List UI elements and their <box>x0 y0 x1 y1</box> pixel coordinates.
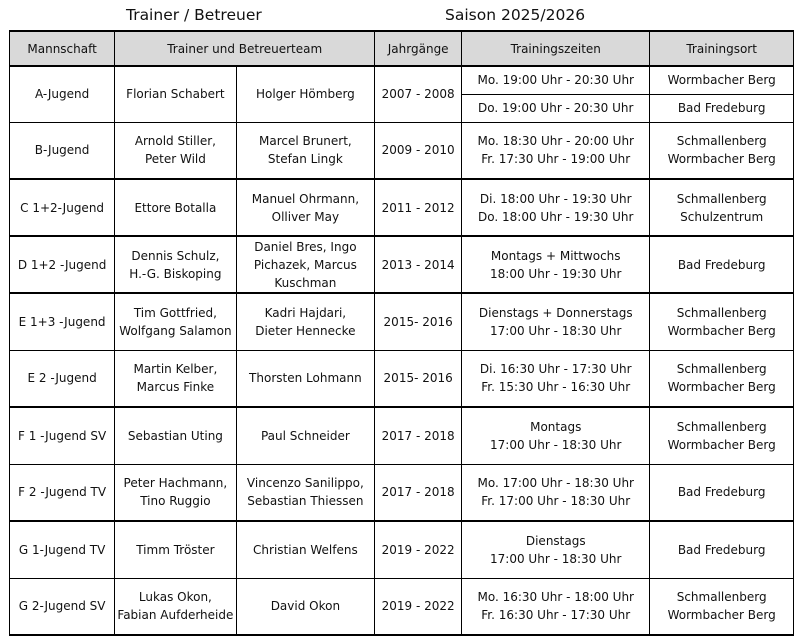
time-line: 17:00 Uhr - 18:30 Uhr <box>490 437 622 452</box>
times-cell <box>462 578 650 635</box>
team-cell: G 1-Jugend TV <box>10 521 115 578</box>
location-cell <box>650 350 794 407</box>
trainer-cell <box>115 407 236 464</box>
team-cell: E 1+3 -Jugend <box>10 293 115 350</box>
time-line: Mo. 17:00 Uhr - 18:30 Uhr <box>477 476 634 491</box>
column-header-years: Jahrgänge <box>375 31 462 66</box>
trainer-line: Timm Tröster <box>136 542 215 557</box>
time-line: Mo. 16:30 Uhr - 18:00 Uhr <box>477 590 634 605</box>
trainer-cell <box>115 179 236 236</box>
location-line: Schmallenberg <box>676 362 767 377</box>
location-line: Wormbacher Berg <box>667 152 776 167</box>
trainer-cell <box>115 350 236 407</box>
team-cell: G 2-Jugend SV <box>10 578 115 635</box>
location-cell: Wormbacher Berg <box>650 66 794 94</box>
table-row <box>10 293 794 350</box>
table-row <box>10 407 794 464</box>
season-label: Saison 2025/2026 <box>445 6 586 24</box>
location-cell <box>650 521 794 578</box>
years-cell: 2019 - 2022 <box>375 521 462 578</box>
team-cell: E 2 -Jugend <box>10 350 115 407</box>
staff-line: Holger Hömberg <box>255 87 355 102</box>
location-line: Schmallenberg <box>676 419 767 434</box>
years-cell: 2019 - 2022 <box>375 578 462 635</box>
trainer-line: Tim Gottfried, <box>133 305 217 320</box>
team-cell: D 1+2 -Jugend <box>10 236 115 293</box>
team-cell: F 1 -Jugend SV <box>10 407 115 464</box>
staff-line: Dieter Hennecke <box>255 323 356 338</box>
trainer-cell <box>115 578 236 635</box>
years-cell: 2011 - 2012 <box>375 179 462 236</box>
location-line: Wormbacher Berg <box>667 380 776 395</box>
trainer-cell <box>115 236 236 293</box>
time-line: Fr. 16:30 Uhr - 17:30 Uhr <box>481 608 631 623</box>
years-cell: 2017 - 2018 <box>375 407 462 464</box>
time-line: Di. 18:00 Uhr - 19:30 Uhr <box>479 191 632 206</box>
staff-line: Sebastian Thiessen <box>247 494 364 509</box>
times-cell: Mo. 19:00 Uhr - 20:30 Uhr <box>462 66 650 94</box>
table-row <box>10 464 794 521</box>
table-row <box>10 236 794 293</box>
trainer-line: Marcus Finke <box>136 380 215 395</box>
time-line: Mo. 18:30 Uhr - 20:00 Uhr <box>477 134 634 149</box>
team-cell: B-Jugend <box>10 122 115 179</box>
times-cell <box>462 407 650 464</box>
table-body <box>10 66 794 635</box>
location-cell <box>650 464 794 521</box>
location-cell <box>650 122 794 179</box>
staff-cell <box>236 521 375 578</box>
location-line: Schmallenberg <box>676 305 767 320</box>
staff-line: Olliver May <box>271 209 340 224</box>
team-cell: A-Jugend <box>10 66 115 122</box>
location-line: Wormbacher Berg <box>667 323 776 338</box>
staff-line: Stefan Lingk <box>267 152 343 167</box>
location-line: Schmallenberg <box>676 134 767 149</box>
location-line: Bad Fredeburg <box>677 257 766 272</box>
table-row <box>10 350 794 407</box>
trainer-cell <box>115 293 236 350</box>
location-line: Wormbacher Berg <box>667 437 776 452</box>
staff-line: Manuel Ohrmann, <box>251 191 360 206</box>
time-line: Di. 16:30 Uhr - 17:30 Uhr <box>479 362 632 377</box>
trainer-line: H.-G. Biskoping <box>129 266 222 281</box>
table-row <box>10 122 794 179</box>
staff-line: Kadri Hajdari, <box>264 305 347 320</box>
location-line: Schmallenberg <box>676 590 767 605</box>
document-title: Trainer / Betreuer <box>126 6 262 24</box>
years-cell: 2007 - 2008 <box>375 66 462 122</box>
column-header-trainers: Trainer und Betreuerteam <box>115 31 375 66</box>
training-schedule-table <box>9 30 794 636</box>
time-line: Do. 18:00 Uhr - 19:30 Uhr <box>478 209 634 224</box>
years-cell: 2013 - 2014 <box>375 236 462 293</box>
staff-line: Paul Schneider <box>260 428 350 443</box>
times-cell <box>462 122 650 179</box>
staff-cell <box>236 407 375 464</box>
trainer-line: Ettore Botalla <box>134 200 217 215</box>
time-line: Fr. 17:00 Uhr - 18:30 Uhr <box>481 494 631 509</box>
location-cell <box>650 407 794 464</box>
years-cell: 2015- 2016 <box>375 350 462 407</box>
time-line: Fr. 15:30 Uhr - 16:30 Uhr <box>481 380 631 395</box>
times-cell <box>462 293 650 350</box>
table-row <box>10 578 794 635</box>
trainer-line: Fabian Aufderheide <box>117 608 234 623</box>
trainer-line: Tino Ruggio <box>140 494 211 509</box>
trainer-line: Peter Wild <box>144 152 206 167</box>
team-cell: C 1+2-Jugend <box>10 179 115 236</box>
years-cell: 2009 - 2010 <box>375 122 462 179</box>
staff-cell <box>236 578 375 635</box>
times-cell <box>462 350 650 407</box>
staff-line: David Okon <box>270 599 341 614</box>
location-line: Bad Fredeburg <box>677 485 766 500</box>
staff-cell <box>236 66 375 122</box>
times-cell <box>462 236 650 293</box>
staff-cell <box>236 464 375 521</box>
staff-line: Christian Welfens <box>253 542 358 557</box>
staff-line: Daniel Bres, Ingo <box>254 239 357 254</box>
times-cell <box>462 521 650 578</box>
staff-line: Marcel Brunert, <box>259 134 352 149</box>
table-row <box>10 179 794 236</box>
table-header <box>10 31 794 66</box>
staff-cell <box>236 179 375 236</box>
trainer-line: Martin Kelber, <box>133 362 218 377</box>
table-row <box>10 66 794 94</box>
staff-line: Kuschman <box>274 275 337 290</box>
location-cell <box>650 293 794 350</box>
times-cell <box>462 464 650 521</box>
time-line: Montags + Mittwochs <box>490 248 621 263</box>
trainer-cell <box>115 464 236 521</box>
staff-cell <box>236 236 375 293</box>
staff-line: Pichazek, Marcus <box>253 257 357 272</box>
location-line: Schmallenberg <box>676 191 767 206</box>
time-line: 17:00 Uhr - 18:30 Uhr <box>490 323 622 338</box>
team-cell: F 2 -Jugend TV <box>10 464 115 521</box>
time-line: Dienstags <box>525 533 586 548</box>
time-line: Fr. 17:30 Uhr - 19:00 Uhr <box>481 152 631 167</box>
trainer-cell <box>115 122 236 179</box>
staff-cell <box>236 293 375 350</box>
time-line: 17:00 Uhr - 18:30 Uhr <box>490 551 622 566</box>
trainer-line: Peter Hachmann, <box>123 476 228 491</box>
times-cell <box>462 179 650 236</box>
staff-cell <box>236 122 375 179</box>
years-cell: 2017 - 2018 <box>375 464 462 521</box>
column-header-location: Trainingsort <box>650 31 794 66</box>
trainer-line: Sebastian Uting <box>127 428 223 443</box>
location-cell <box>650 578 794 635</box>
time-line: Dienstags + Donnerstags <box>478 305 633 320</box>
trainer-cell <box>115 66 236 122</box>
staff-line: Vincenzo Sanilippo, <box>246 476 364 491</box>
column-header-times: Trainingszeiten <box>462 31 650 66</box>
location-cell: Bad Fredeburg <box>650 94 794 122</box>
trainer-line: Wolfgang Salamon <box>119 323 232 338</box>
trainer-line: Arnold Stiller, <box>134 134 216 149</box>
trainer-line: Dennis Schulz, <box>131 248 220 263</box>
column-header-team: Mannschaft <box>10 31 115 66</box>
times-cell: Do. 19:00 Uhr - 20:30 Uhr <box>462 94 650 122</box>
time-line: Montags <box>530 419 582 434</box>
staff-line: Thorsten Lohmann <box>249 371 362 386</box>
time-line: 18:00 Uhr - 19:30 Uhr <box>490 266 622 281</box>
trainer-cell <box>115 521 236 578</box>
table-row <box>10 521 794 578</box>
location-line: Schulzentrum <box>680 209 764 224</box>
location-cell <box>650 179 794 236</box>
location-line: Bad Fredeburg <box>677 542 766 557</box>
trainer-line: Lukas Okon, <box>138 590 212 605</box>
staff-cell <box>236 350 375 407</box>
trainer-line: Florian Schabert <box>126 87 225 102</box>
location-line: Wormbacher Berg <box>667 608 776 623</box>
years-cell: 2015- 2016 <box>375 293 462 350</box>
location-cell <box>650 236 794 293</box>
